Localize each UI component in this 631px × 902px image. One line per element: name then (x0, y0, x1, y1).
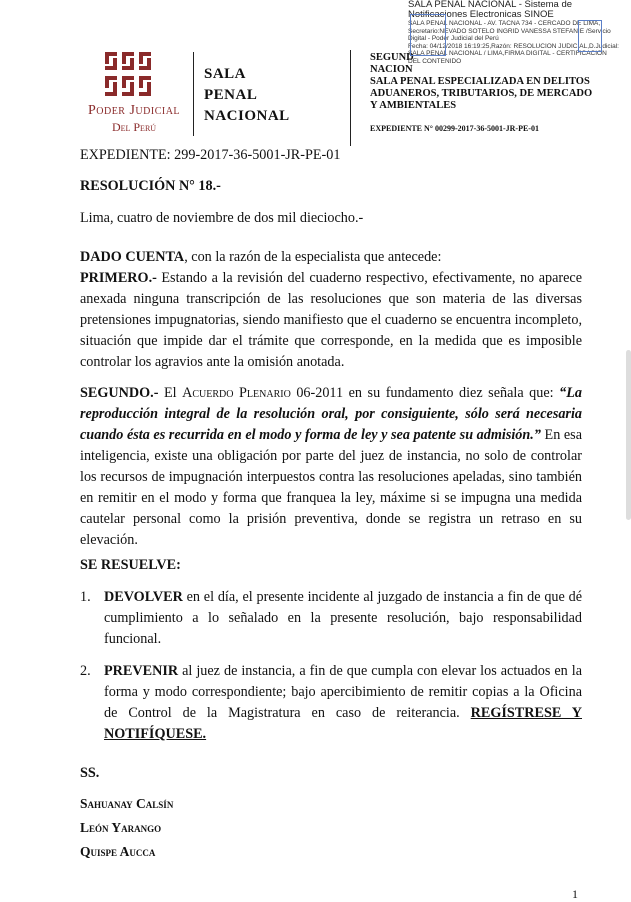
chamber-line: SEGUND (370, 52, 414, 63)
stamp-line: SALA PENAL NACIONAL / LIMA,FIRMA DIGITAL - CERTIFICACIÓN (408, 50, 607, 58)
institution-name: Poder Judicial (87, 103, 181, 118)
item-label: PREVENIR (104, 663, 179, 679)
item-text: al juez de instancia, a fin de que cumpla con elevar los actuados en la forma y modo correspondiente; bajo apercibimiento de remitir copias a la Oficina de Control de la Magistratura en caso de reiterancia. (104, 663, 582, 721)
header-divider (193, 52, 194, 136)
dado-cuenta-text: , con la razón de la especialista que antecede: (184, 249, 442, 265)
resolution-item (80, 661, 582, 745)
se-resuelve: SE RESUELVE: (80, 557, 181, 573)
chamber-line: NACION (370, 64, 413, 75)
chamber-line: SALA PENAL ESPECIALIZADA EN DELITOS (370, 76, 590, 87)
item-number: 2. (80, 663, 91, 679)
primero-text: Estando a la revisión del cuaderno respectivo, efectivamente, no aparece anexada ninguna transcripción de las resoluciones que son materia de las diversas pretensiones impugnatorias, siendo manifiesto que el cuaderno se encuentra incompleto, situación que impide dar el trámite que corresponde, en la medida que es imposible controlar los agravios ante la omisión anotada. (80, 270, 582, 370)
segundo-pre: El (158, 385, 183, 401)
segundo-label: SEGUNDO.- (80, 385, 159, 401)
ss-label: SS. (80, 765, 100, 781)
item-text: en el día, el presente incidente al juzgado de instancia a fin de que dé cumplimiento a lo señalado en la presente resolución, bajo responsabilidad funcional. (104, 589, 582, 647)
sala-line: PENAL (204, 87, 258, 103)
institution-sub: Del Perú (111, 120, 157, 134)
sala-title (204, 64, 290, 127)
stamp-line: Secretario:NEVADO SOTELO INGRID VANESSA STEFANIE /Servicio (408, 27, 611, 35)
stamp-line: Fecha: 04/12/2018 16:19:25,Razón: RESOLUCIÓN JUDICIAL,D.Judicial: (408, 42, 619, 50)
chamber-line: Y AMBIENTALES (370, 100, 457, 111)
closing-formula: REGÍSTRESE Y NOTIFÍQUESE. (104, 705, 582, 742)
sala-line: NACIONAL (204, 108, 290, 124)
scrollbar[interactable] (626, 350, 631, 520)
segundo-rest: En esa inteligencia, existe una obligación por parte del juez de instancia, no solo de controlar los recursos de impugnación interpuestos contra las resoluciones apeladas, sino también en remitir en el modo y forma que franquea la ley, máxime si se impugna una medida cautelar personal como la prisión preventiva, donde se registra un retraso en su elevación. (80, 427, 582, 548)
stamp-line: DEL CONTENIDO (408, 57, 462, 65)
primero-text-block (80, 268, 582, 373)
segundo-mid: 06-2011 en su fundamento diez señala que: (290, 385, 554, 401)
poder-judicial-logo-icon (105, 52, 151, 98)
digital-signature-stamp (408, 0, 631, 78)
quote: “La reproducción integral de la resolución oral, por consiguiente, sólo será necesaria cuando ésta es recurrida en el modo y forma de ley y sea patente su admisión.” (80, 385, 582, 443)
chamber-line: ADUANEROS, TRIBUTARIOS, DE MERCADO (370, 88, 593, 99)
date-line: Lima, cuatro de noviembre de dos mil dieciocho.- (80, 210, 364, 226)
header-divider (350, 50, 351, 146)
page-number: 1 (572, 887, 578, 901)
resolution-number: RESOLUCIÓN N° 18.- (80, 178, 221, 194)
stamp-frame (410, 14, 446, 56)
primero-paragraph (80, 247, 582, 373)
acuerdo-plenario: Acuerdo Plenario (182, 385, 291, 401)
item-number: 1. (80, 589, 91, 605)
stamp-line: Digital - Poder Judicial del Perú (408, 35, 499, 43)
resolution-item (80, 587, 582, 650)
dado-cuenta-label: DADO CUENTA (80, 249, 185, 265)
primero-label: PRIMERO.- (80, 270, 157, 286)
signatory: Quispe Aucca (80, 844, 156, 859)
segundo-paragraph (80, 383, 582, 551)
expediente-line: EXPEDIENTE: 299-2017-36-5001-JR-PE-01 (80, 147, 341, 163)
dado-cuenta-line (80, 247, 582, 268)
stamp-line: SALA PENAL NACIONAL - AV. TACNA 734 - CERCADO DE LIMA, (408, 20, 601, 27)
stamp-title: SALA PENAL NACIONAL - Sistema de Notificaciones Electronicas SINOE (408, 0, 573, 20)
item-label: DEVOLVER (104, 589, 183, 605)
sala-line: SALA (204, 66, 247, 82)
signatory: Sahuanay Calsín (80, 796, 174, 811)
stamp-frame (578, 20, 602, 52)
header-expediente: EXPEDIENTE N° 00299-2017-36-5001-JR-PE-01 (370, 124, 539, 133)
signatory: León Yarango (80, 820, 162, 835)
